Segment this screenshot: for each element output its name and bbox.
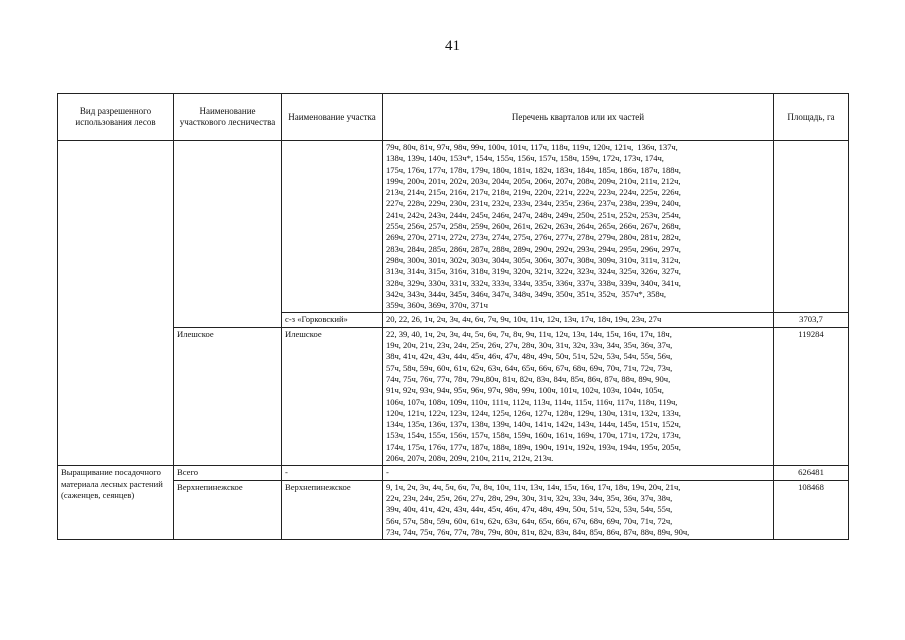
page-number: 41	[445, 38, 460, 54]
cell-area: 626481	[774, 466, 849, 480]
cell-plot: -	[282, 466, 383, 480]
header-use-type: Вид разрешенного использования лесов	[58, 94, 174, 141]
cell-forestry: Верхнепинежское	[174, 480, 282, 539]
header-quarters: Перечень кварталов или их частей	[383, 94, 774, 141]
cell-forestry: Всего	[174, 466, 282, 480]
cell-plot: Илешское	[282, 327, 383, 466]
cell-quarters: 9, 1ч, 2ч, 3ч, 4ч, 5ч, 6ч, 7ч, 8ч, 10ч, 11ч, 13ч, 14ч, 15ч, 16ч, 17ч, 18ч, 19ч, 20ч, 21ч, 22ч, 23ч, 24ч, 25ч, 26ч, 27ч, 28ч, 29ч, 30ч, 31ч, 32ч, 33ч, 34ч, 35ч, 36ч, 37ч, 38ч, 39ч, 40ч, 41ч, 42ч, 43ч, 44ч, 45ч, 46ч, 47ч, 48ч, 49ч, 50ч, 51ч, 52ч, 53ч, 54ч, 55ч, 56ч, 57ч, 58ч, 59ч, 60ч, 61ч, 62ч, 63ч, 64ч, 65ч, 66ч, 67ч, 68ч, 69ч, 70ч, 71ч, 72ч, 73ч, 74ч, 75ч, 76ч, 77ч, 78ч, 79ч, 80ч, 81ч, 82ч, 83ч, 84ч, 85ч, 86ч, 87ч, 88ч, 89ч, 90ч,	[383, 480, 774, 539]
header-forestry: Наименование участкового лесничества	[174, 94, 282, 141]
cell-plot: Верхнепинежское	[282, 480, 383, 539]
table-header-row	[58, 94, 849, 141]
cell-area: 3703,7	[774, 313, 849, 327]
table-row	[58, 327, 849, 466]
table-row	[58, 141, 849, 313]
table-row	[58, 466, 849, 480]
forest-use-table	[57, 93, 849, 540]
cell-use-type	[58, 141, 174, 466]
header-area: Площадь, га	[774, 94, 849, 141]
cell-area: 108468	[774, 480, 849, 539]
cell-quarters: -	[383, 466, 774, 480]
header-plot: Наименование участка	[282, 94, 383, 141]
cell-plot: с-з «Горковский»	[282, 313, 383, 327]
cell-forestry: Илешское	[174, 327, 282, 466]
cell-quarters: 20, 22, 26, 1ч, 2ч, 3ч, 4ч, 6ч, 7ч, 9ч, 10ч, 11ч, 12ч, 13ч, 17ч, 18ч, 19ч, 23ч, 27ч	[383, 313, 774, 327]
cell-use-type: Выращивание посадочного материала лесных растений (саженцев, сеянцев)	[58, 466, 174, 540]
cell-area: 119284	[774, 327, 849, 466]
cell-plot	[282, 141, 383, 313]
cell-area	[774, 141, 849, 313]
cell-quarters: 22, 39, 40, 1ч, 2ч, 3ч, 4ч, 5ч, 6ч, 7ч, 8ч, 9ч, 11ч, 12ч, 13ч, 14ч, 15ч, 16ч, 17ч, 18ч, 19ч, 20ч, 21ч, 23ч, 24ч, 25ч, 26ч, 27ч, 28ч, 30ч, 31ч, 32ч, 33ч, 34ч, 35ч, 36ч, 37ч, 38ч, 41ч, 42ч, 43ч, 44ч, 45ч, 46ч, 47ч, 48ч, 49ч, 50ч, 51ч, 52ч, 53ч, 54ч, 55ч, 56ч, 57ч, 58ч, 59ч, 60ч, 61ч, 62ч, 63ч, 64ч, 65ч, 66ч, 67ч, 68ч, 69ч, 70ч, 71ч, 72ч, 73ч, 74ч, 75ч, 76ч, 77ч, 78ч, 79ч,80ч, 81ч, 82ч, 83ч, 84ч, 85ч, 86ч, 87ч, 88ч, 89ч, 90ч, 91ч, 92ч, 93ч, 94ч, 95ч, 96ч, 97ч, 98ч, 99ч, 100ч, 101ч, 102ч, 103ч, 104ч, 105ч, 106ч, 107ч, 108ч, 109ч, 110ч, 111ч, 112ч, 113ч, 114ч, 115ч, 116ч, 117ч, 118ч, 119ч, 120ч, 121ч, 122ч, 123ч, 124ч, 125ч, 126ч, 127ч, 128ч, 129ч, 130ч, 131ч, 132ч, 133ч, 134ч, 135ч, 136ч, 137ч, 138ч, 139ч, 140ч, 141ч, 142ч, 143ч, 144ч, 145ч, 151ч, 152ч, 153ч, 154ч, 155ч, 156ч, 157ч, 158ч, 159ч, 160ч, 161ч, 169ч, 170ч, 171ч, 172ч, 173ч, 174ч, 175ч, 176ч, 177ч, 187ч, 188ч, 189ч, 190ч, 191ч, 192ч, 193ч, 194ч, 195ч, 205ч, 206ч, 207ч, 208ч, 209ч, 210ч, 211ч, 212ч, 213ч.	[383, 327, 774, 466]
cell-forestry	[174, 141, 282, 328]
table-row	[58, 480, 849, 539]
cell-quarters: 79ч, 80ч, 81ч, 97ч, 98ч, 99ч, 100ч, 101ч, 117ч, 118ч, 119ч, 120ч, 121ч, 136ч, 137ч, 138ч, 139ч, 140ч, 153ч*, 154ч, 155ч, 156ч, 157ч, 158ч, 159ч, 172ч, 173ч, 174ч, 175ч, 176ч, 177ч, 178ч, 179ч, 180ч, 181ч, 182ч, 183ч, 184ч, 185ч, 186ч, 187ч, 188ч, 199ч, 200ч, 201ч, 202ч, 203ч, 204ч, 205ч, 206ч, 207ч, 208ч, 209ч, 210ч, 211ч, 212ч, 213ч, 214ч, 215ч, 216ч, 217ч, 218ч, 219ч, 220ч, 221ч, 222ч, 223ч, 224ч, 225ч, 226ч, 227ч, 228ч, 229ч, 230ч, 231ч, 232ч, 233ч, 234ч, 235ч, 236ч, 237ч, 238ч, 239ч, 240ч, 241ч, 242ч, 243ч, 244ч, 245ч, 246ч, 247ч, 248ч, 249ч, 250ч, 251ч, 252ч, 253ч, 254ч, 255ч, 256ч, 257ч, 258ч, 259ч, 260ч, 261ч, 262ч, 263ч, 264ч, 265ч, 266ч, 267ч, 268ч, 269ч, 270ч, 271ч, 272ч, 273ч, 274ч, 275ч, 276ч, 277ч, 278ч, 279ч, 280ч, 281ч, 282ч, 283ч, 284ч, 285ч, 286ч, 287ч, 288ч, 289ч, 290ч, 292ч, 293ч, 294ч, 295ч, 296ч, 297ч, 298ч, 300ч, 301ч, 302ч, 303ч, 304ч, 305ч, 306ч, 307ч, 308ч, 309ч, 310ч, 311ч, 312ч, 313ч, 314ч, 315ч, 316ч, 318ч, 319ч, 320ч, 321ч, 322ч, 323ч, 324ч, 325ч, 326ч, 327ч, 328ч, 329ч, 330ч, 331ч, 332ч, 333ч, 334ч, 335ч, 336ч, 337ч, 338ч, 339ч, 340ч, 341ч, 342ч, 343ч, 344ч, 345ч, 346ч, 347ч, 348ч, 349ч, 350ч, 351ч, 352ч, 357ч*, 358ч, 359ч, 360ч, 369ч, 370ч, 371ч	[383, 141, 774, 313]
